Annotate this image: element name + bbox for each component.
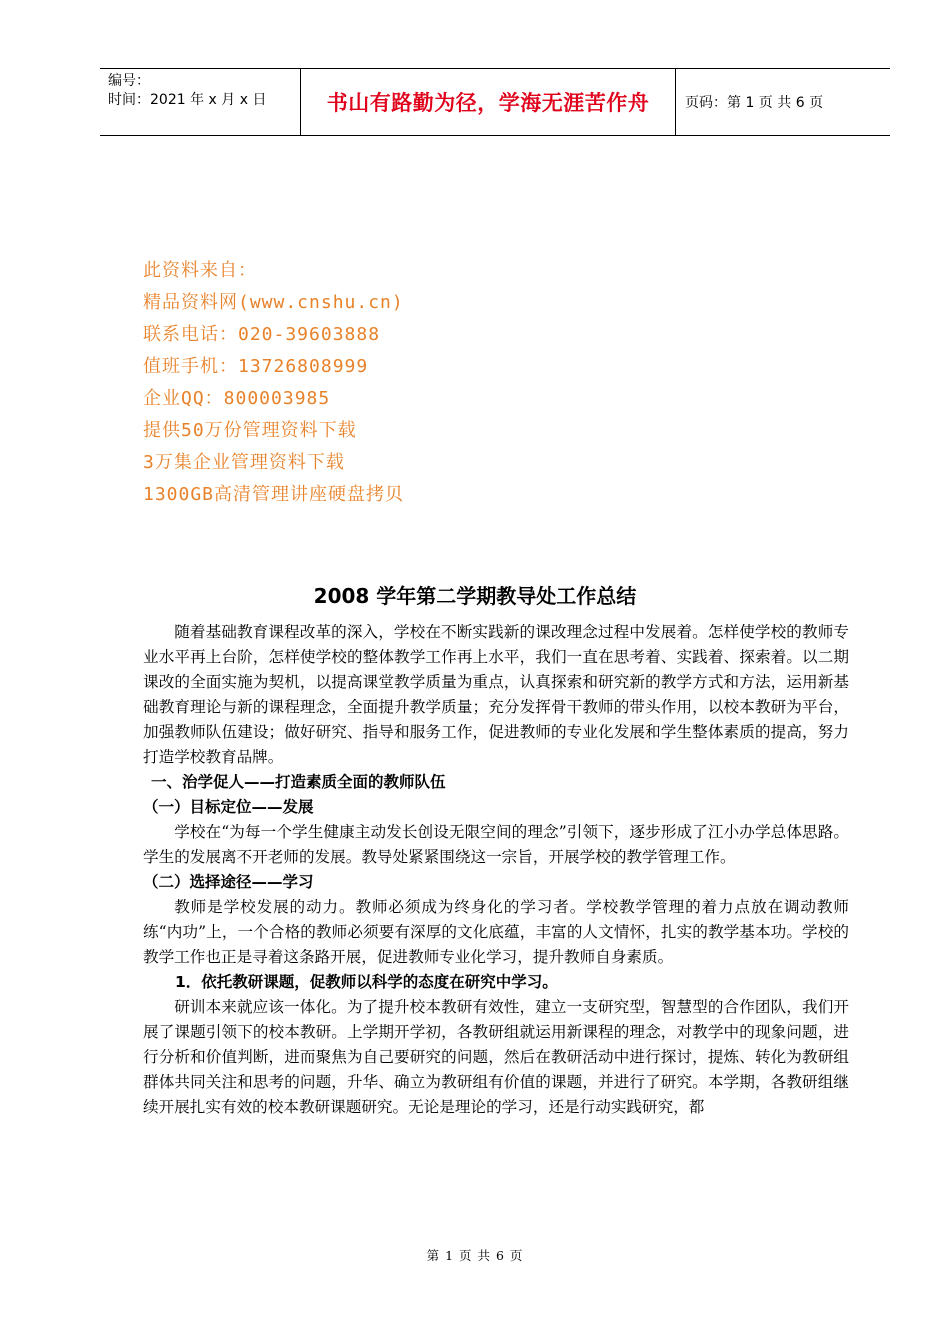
source-line: 提供50万份管理资料下载	[143, 420, 357, 441]
header-page-number: 页码：第 1 页 共 6 页	[685, 95, 824, 111]
subsection-heading: （二）选择途径——学习	[143, 873, 314, 891]
document-title: 2008 学年第二学期教导处工作总结	[313, 584, 637, 608]
document-body	[143, 620, 849, 1120]
header-meta	[100, 69, 301, 135]
source-line: 企业QQ：800003985	[143, 388, 331, 409]
source-line: 1300GB高清管理讲座硬盘拷贝	[143, 484, 405, 505]
source-line: 3万集企业管理资料下载	[143, 452, 345, 473]
source-line: 值班手机：13726808999	[143, 356, 369, 377]
body-paragraph: 研训本来就应该一体化。为了提升校本教研有效性，建立一支研究型，智慧型的合作团队，我们开展了课题引领下的校本教研。上学期开学初，各教研组就运用新课程的理念，对教学中的现象问题，进行分析和价值判断，进而聚焦为自己要研究的问题，然后在教研活动中进行探讨，提炼、转化为教研组群体共同关注和思考的问题，升华、确立为教研组有价值的课题，并进行了研究。本学期，各教研组继续开展扎实有效的校本教研课题研究。无论是理论的学习，还是行动实践研究，都	[143, 998, 849, 1116]
header-motto: 书山有路勤为径，学海无涯苦作舟	[301, 69, 676, 135]
source-line: 联系电话：020-39603888	[143, 324, 381, 345]
document-date: 时间：2021 年 x 月 x 日	[108, 92, 267, 108]
body-paragraph: 学校在“为每一个学生健康主动发长创设无限空间的理念”引领下，逐步形成了江小办学总体思路。学生的发展离不开老师的发展。教导处紧紧围绕这一宗旨，开展学校的教学管理工作。	[143, 823, 849, 866]
body-paragraph: 教师是学校发展的动力。教师必须成为终身化的学习者。学校教学管理的着力点放在调动教师练“内功”上，一个合格的教师必须要有深厚的文化底蕴，丰富的人文情怀，扎实的教学基本功。学校的教学工作也正是寻着这条路开展，促进教师专业化学习，提升教师自身素质。	[143, 898, 849, 966]
source-line: 精品资料网(www.cnshu.cn)	[143, 292, 404, 313]
document-number-label: 编号：	[108, 73, 150, 89]
subsection-heading: （一）目标定位——发展	[143, 798, 314, 816]
section-heading: 一、治学促人——打造素质全面的教师队伍	[151, 773, 446, 791]
source-line: 此资料来自：	[143, 260, 257, 281]
page-footer: 第 1 页 共 6 页	[426, 1248, 524, 1263]
intro-paragraph: 随着基础教育课程改革的深入，学校在不断实践新的课改理念过程中发展着。怎样使学校的教师专业水平再上台阶，怎样使学校的整体教学工作再上水平，我们一直在思考着、实践着、探索着。以二期课改的全面实施为契机，以提高课堂教学质量为重点，认真探索和研究新的教学方式和方法，运用新基础教育理论与新的课程理念，全面提升教学质量；充分发挥骨干教师的带头作用，以校本教研为平台，加强教师队伍建设；做好研究、指导和服务工作，促进教师的专业化发展和学生整体素质的提高，努力打造学校教育品牌。	[143, 623, 849, 766]
page-header	[100, 68, 890, 136]
point-heading: 1．依托教研课题，促教师以科学的态度在研究中学习。	[175, 973, 558, 991]
source-info-block	[143, 255, 404, 511]
